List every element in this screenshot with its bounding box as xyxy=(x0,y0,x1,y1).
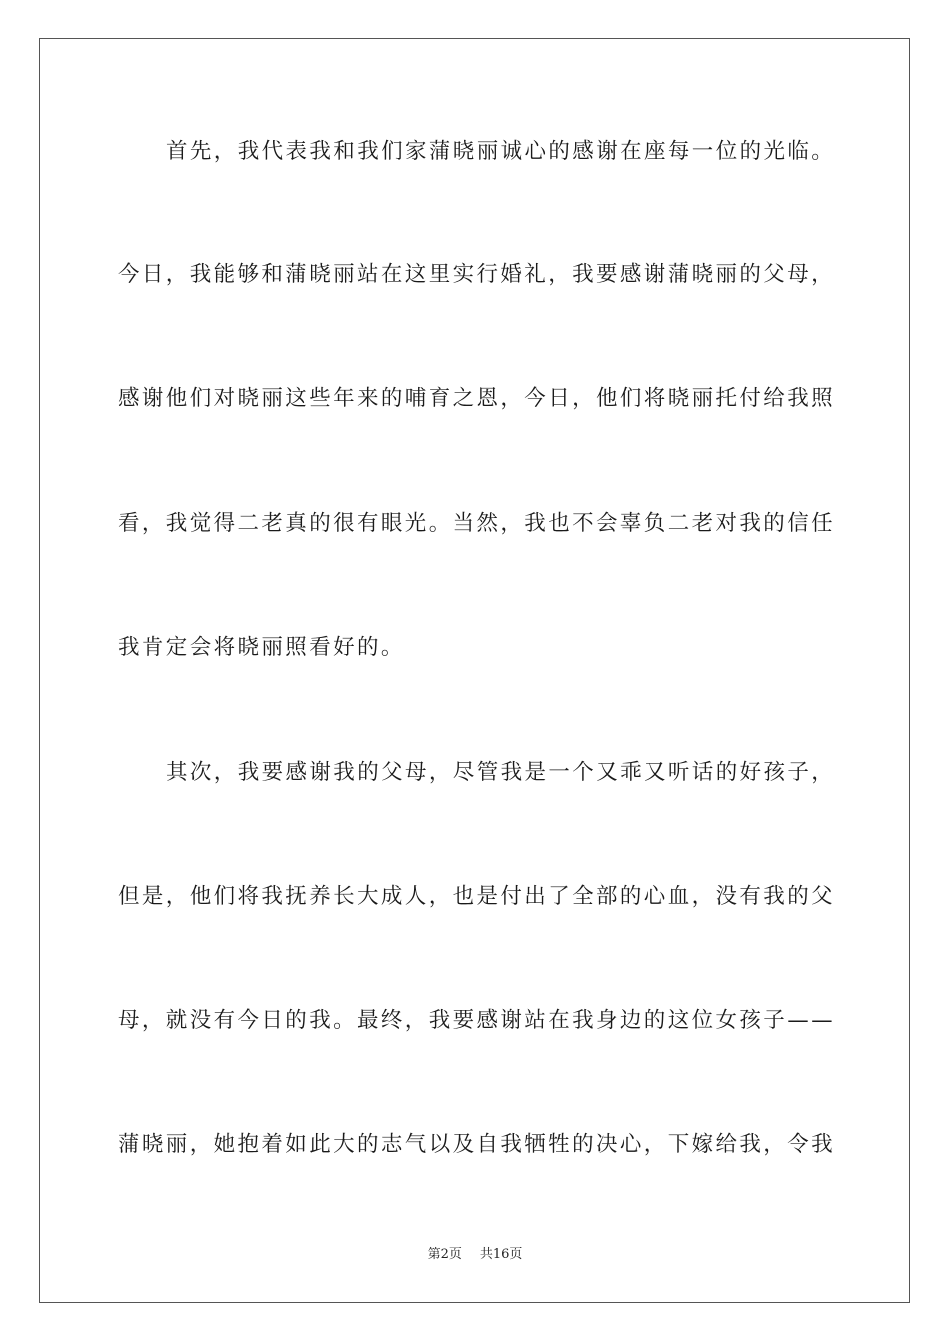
page-frame xyxy=(39,38,910,1303)
page-total: 共16页 xyxy=(479,1247,523,1262)
text-line-7: 但是，他们将我抚养长大成人，也是付出了全部的心血，没有我的父 xyxy=(118,884,836,909)
text-line-6: 其次，我要感谢我的父母，尽管我是一个又乖又听话的好孩子， xyxy=(166,760,836,785)
text-line-3: 感谢他们对晓丽这些年来的哺育之恩，今日，他们将晓丽托付给我照 xyxy=(118,386,836,411)
page-footer xyxy=(0,1246,950,1264)
text-line-5: 我肯定会将晓丽照看好的。 xyxy=(118,635,405,660)
text-line-2: 今日，我能够和蒲晓丽站在这里实行婚礼，我要感谢蒲晓丽的父母， xyxy=(118,262,836,287)
page-number: 第2页 xyxy=(427,1247,462,1262)
text-line-8: 母，就没有今日的我。最终，我要感谢站在我身边的这位女孩子—— xyxy=(118,1008,836,1033)
text-line-9: 蒲晓丽，她抱着如此大的志气以及自我牺牲的决心，下嫁给我，令我 xyxy=(118,1132,836,1157)
text-line-4: 看，我觉得二老真的很有眼光。当然，我也不会辜负二老对我的信任 xyxy=(118,511,836,536)
text-line-1: 首先，我代表我和我们家蒲晓丽诚心的感谢在座每一位的光临。 xyxy=(166,139,836,164)
